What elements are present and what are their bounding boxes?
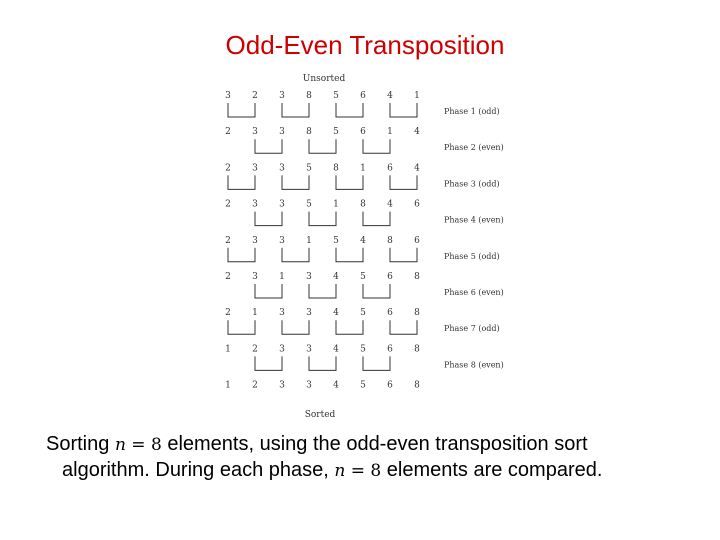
- value-cell: 5: [360, 272, 366, 282]
- value-cell: 3: [279, 235, 285, 246]
- value-cell: 3: [279, 344, 285, 355]
- phase-label: Phase 8 (even): [444, 360, 504, 370]
- value-cell: 4: [414, 163, 420, 174]
- value-cell: 6: [360, 127, 366, 138]
- value-cell: 6: [387, 272, 393, 282]
- value-cell: 3: [225, 91, 231, 101]
- compare-bracket: [363, 212, 390, 226]
- value-cell: 3: [279, 308, 285, 319]
- value-cell: 1: [279, 272, 285, 282]
- compare-bracket: [336, 175, 363, 189]
- compare-bracket: [255, 356, 282, 370]
- value-cell: 6: [360, 91, 366, 101]
- value-cell: 8: [414, 308, 420, 319]
- value-cell: 4: [333, 344, 339, 355]
- value-cell: 1: [387, 127, 393, 138]
- phase-label: Phase 1 (odd): [444, 107, 500, 116]
- value-cell: 1: [225, 344, 231, 355]
- compare-bracket: [336, 103, 363, 117]
- slide-title: Odd-Even Transposition: [225, 30, 505, 60]
- value-cell: 1: [306, 235, 312, 246]
- value-cell: 2: [225, 127, 231, 138]
- value-cell: 8: [414, 272, 420, 282]
- compare-bracket: [363, 139, 390, 153]
- compare-bracket: [309, 212, 336, 226]
- compare-bracket: [390, 248, 417, 262]
- compare-bracket: [255, 212, 282, 226]
- value-cell: 5: [360, 380, 366, 391]
- value-cell: 2: [225, 163, 231, 174]
- value-cell: 3: [279, 91, 285, 101]
- value-cell: 6: [414, 199, 420, 210]
- value-cell: 2: [225, 235, 231, 246]
- value-cell: 1: [414, 91, 420, 101]
- compare-bracket: [336, 248, 363, 262]
- value-cell: 3: [252, 127, 258, 138]
- phase-label: Phase 6 (even): [444, 288, 504, 297]
- value-cell: 6: [387, 163, 393, 174]
- value-cell: 8: [333, 163, 339, 174]
- value-cell: 4: [414, 127, 420, 138]
- value-cell: 3: [279, 380, 285, 391]
- slide-caption: [46, 432, 706, 484]
- value-cell: 3: [279, 163, 285, 174]
- value-cell: 3: [279, 199, 285, 210]
- value-cell: 4: [333, 380, 339, 391]
- compare-bracket: [363, 284, 390, 298]
- value-cell: 2: [252, 344, 258, 355]
- compare-bracket: [228, 175, 255, 189]
- phase-label: Phase 2 (even): [444, 143, 504, 153]
- value-cell: 3: [252, 235, 258, 246]
- value-cell: 3: [252, 272, 258, 282]
- value-cell: 4: [333, 308, 339, 319]
- value-cell: 3: [306, 380, 312, 391]
- value-cell: 8: [306, 91, 312, 101]
- compare-bracket: [336, 320, 363, 334]
- compare-bracket: [390, 320, 417, 334]
- compare-bracket: [282, 248, 309, 262]
- value-cell: 2: [252, 380, 258, 391]
- compare-bracket: [282, 175, 309, 189]
- value-cell: 1: [360, 163, 366, 174]
- value-cell: 1: [252, 308, 258, 319]
- value-cell: 5: [306, 199, 312, 210]
- value-cell: 1: [333, 199, 339, 210]
- phase-label: Phase 5 (odd): [444, 251, 500, 261]
- value-cell: 3: [252, 163, 258, 174]
- value-cell: 5: [333, 91, 339, 101]
- value-cell: 6: [414, 235, 420, 246]
- compare-bracket: [228, 248, 255, 262]
- value-cell: 1: [225, 380, 231, 391]
- compare-bracket: [390, 175, 417, 189]
- caption-line-1: Sorting n = 8 elements, using the odd-even transposition sort: [46, 433, 588, 455]
- phase-label: Phase 3 (odd): [444, 179, 500, 189]
- compare-bracket: [309, 356, 336, 370]
- value-cell: 5: [333, 127, 339, 138]
- value-cell: 4: [387, 91, 393, 101]
- value-cell: 4: [387, 199, 393, 210]
- compare-bracket: [255, 284, 282, 298]
- unsorted-label: Unsorted: [302, 74, 346, 84]
- compare-bracket: [282, 103, 309, 117]
- value-cell: 8: [387, 235, 393, 246]
- value-cell: 6: [387, 380, 393, 391]
- value-cell: 3: [279, 127, 285, 138]
- compare-bracket: [363, 356, 390, 370]
- value-cell: 5: [360, 344, 366, 355]
- value-cell: 5: [306, 163, 312, 174]
- value-cell: 6: [387, 308, 393, 319]
- value-cell: 5: [333, 235, 339, 246]
- compare-bracket: [390, 103, 417, 117]
- compare-bracket: [282, 320, 309, 334]
- value-cell: 3: [306, 272, 312, 282]
- sorted-label: Sorted: [304, 410, 336, 420]
- value-cell: 8: [414, 344, 420, 355]
- compare-bracket: [228, 320, 255, 334]
- value-cell: 4: [333, 272, 339, 282]
- caption-line-2: algorithm. During each phase, n = 8 elements are compared.: [62, 459, 603, 481]
- compare-bracket: [255, 139, 282, 153]
- value-cell: 4: [360, 235, 366, 246]
- value-cell: 2: [225, 199, 231, 210]
- compare-bracket: [309, 284, 336, 298]
- value-cell: 5: [360, 308, 366, 319]
- compare-bracket: [228, 103, 255, 117]
- value-cell: 8: [306, 127, 312, 138]
- value-cell: 3: [306, 308, 312, 319]
- value-cell: 8: [360, 199, 366, 210]
- value-cell: 6: [387, 344, 393, 355]
- compare-bracket: [309, 139, 336, 153]
- phase-label: Phase 7 (odd): [444, 324, 500, 334]
- value-cell: 2: [225, 308, 231, 319]
- value-cell: 2: [252, 91, 258, 101]
- value-cell: 3: [306, 344, 312, 355]
- phase-label: Phase 4 (even): [444, 215, 504, 225]
- value-cell: 3: [252, 199, 258, 210]
- value-cell: 2: [225, 272, 231, 282]
- value-cell: 8: [414, 380, 420, 391]
